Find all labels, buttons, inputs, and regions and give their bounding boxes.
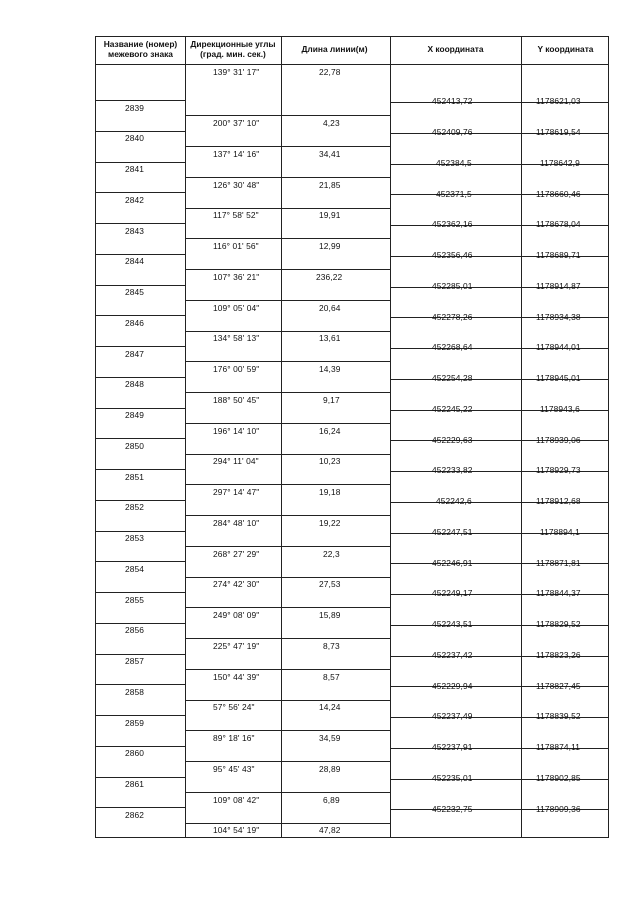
direction-angle: 249° 08' 09" (213, 610, 260, 621)
segment-row-rule (185, 730, 390, 731)
y-coordinate: 1178829,52 (536, 619, 581, 630)
marker-row-rule (95, 531, 185, 532)
marker-name: 2859 (125, 717, 145, 728)
x-coordinate: 452409,76 (432, 127, 473, 138)
marker-row-rule (95, 192, 185, 193)
coordinates-table (95, 36, 609, 838)
x-coordinate: 452278,26 (432, 311, 473, 322)
x-coordinate: 452246,91 (432, 557, 473, 568)
marker-name: 2860 (125, 748, 145, 759)
marker-row-rule (95, 684, 185, 685)
y-coordinate: 1178909,36 (536, 803, 581, 814)
marker-name: 2858 (125, 686, 145, 697)
direction-angle: 150° 44' 39" (213, 671, 260, 682)
line-length: 16,24 (319, 425, 341, 436)
x-coordinate: 452237,91 (432, 742, 473, 753)
marker-row-rule (95, 131, 185, 132)
x-coordinate: 452232,75 (432, 803, 473, 814)
marker-row-rule (95, 592, 185, 593)
marker-name: 2843 (125, 225, 145, 236)
y-coordinate: 1178939,06 (536, 434, 581, 445)
x-coordinate: 452371,5 (436, 188, 472, 199)
marker-name: 2847 (125, 348, 145, 359)
x-coordinate: 452229,63 (432, 434, 473, 445)
direction-angle: 274° 42' 30" (213, 579, 260, 590)
direction-angle: 137° 14' 16" (213, 148, 260, 159)
y-coordinate: 1178943,6 (540, 403, 580, 414)
segment-row-rule (185, 546, 390, 547)
marker-name: 2857 (125, 656, 145, 667)
x-coordinate: 452245,22 (432, 403, 473, 414)
y-coordinate: 1178902,85 (536, 772, 581, 783)
marker-row-rule (95, 346, 185, 347)
direction-angle: 107° 36' 21" (213, 271, 260, 282)
segment-row-rule (185, 761, 390, 762)
direction-angle: 89° 18' 16" (213, 733, 255, 744)
marker-row-rule (95, 715, 185, 716)
line-length: 21,85 (319, 179, 341, 190)
line-length: 6,89 (323, 794, 340, 805)
line-length: 8,73 (323, 640, 340, 651)
direction-angle: 268° 27' 29" (213, 548, 260, 559)
segment-row-rule (185, 331, 390, 332)
column-rule (185, 36, 186, 838)
segment-row-rule (185, 146, 390, 147)
marker-row-rule (95, 623, 185, 624)
marker-name: 2853 (125, 533, 145, 544)
marker-row-rule (95, 654, 185, 655)
x-coordinate: 452268,64 (432, 342, 473, 353)
segment-row-rule (185, 607, 390, 608)
x-coordinate: 452235,01 (432, 772, 473, 783)
marker-row-rule (95, 777, 185, 778)
segment-row-rule (185, 423, 390, 424)
direction-angle: 196° 14' 10" (213, 425, 260, 436)
line-length: 34,59 (319, 733, 341, 744)
y-coordinate: 1178823,26 (536, 649, 581, 660)
column-rule (281, 36, 282, 838)
direction-angle: 188° 50' 45" (213, 394, 260, 405)
direction-angle: 297° 14' 47" (213, 487, 260, 498)
line-length: 14,39 (319, 364, 341, 375)
marker-name: 2839 (125, 102, 145, 113)
segment-row-rule (185, 115, 390, 116)
marker-name: 2844 (125, 256, 145, 267)
marker-row-rule (95, 408, 185, 409)
direction-angle: 284° 48' 10" (213, 517, 260, 528)
marker-name: 2861 (125, 779, 145, 790)
x-coordinate: 452233,82 (432, 465, 473, 476)
table-bottom-border (95, 837, 609, 838)
line-length: 19,91 (319, 210, 341, 221)
direction-angle: 225° 47' 19" (213, 640, 260, 651)
line-length: 19,18 (319, 487, 341, 498)
marker-row-rule (95, 438, 185, 439)
marker-name: 2856 (125, 625, 145, 636)
line-length: 10,23 (319, 456, 341, 467)
y-coordinate: 1178827,45 (536, 680, 581, 691)
line-length: 14,24 (319, 702, 341, 713)
line-length: 12,99 (319, 241, 341, 252)
y-coordinate: 1178660,46 (536, 188, 581, 199)
line-length: 20,64 (319, 302, 341, 313)
direction-angle: 104° 54' 19" (213, 825, 260, 836)
segment-row-rule (185, 700, 390, 701)
y-coordinate: 1178934,38 (536, 311, 581, 322)
x-coordinate: 452247,51 (432, 526, 473, 537)
y-coordinate: 1178844,37 (536, 588, 581, 599)
segment-row-rule (185, 269, 390, 270)
y-coordinate: 1178839,52 (536, 711, 581, 722)
line-length: 15,89 (319, 610, 341, 621)
line-length: 13,61 (319, 333, 341, 344)
header-direction-angle: Дирекционные углы (град. мин. сек.) (190, 39, 276, 59)
x-coordinate: 452285,01 (432, 280, 473, 291)
marker-name: 2846 (125, 317, 145, 328)
direction-angle: 139° 31' 17" (213, 67, 260, 77)
segment-row-rule (185, 792, 390, 793)
y-coordinate: 1178945,01 (536, 373, 581, 384)
marker-row-rule (95, 223, 185, 224)
line-length: 34,41 (319, 148, 341, 159)
segment-row-rule (185, 238, 390, 239)
header-bottom-border (95, 64, 609, 65)
segment-row-rule (185, 454, 390, 455)
marker-row-rule (95, 807, 185, 808)
direction-angle: 109° 08' 42" (213, 794, 260, 805)
direction-angle: 116° 01' 56" (213, 241, 259, 252)
segment-row-rule (185, 392, 390, 393)
marker-name: 2852 (125, 502, 145, 513)
segment-row-rule (185, 300, 390, 301)
segment-row-rule (185, 669, 390, 670)
y-coordinate: 1178621,03 (536, 96, 581, 107)
marker-row-rule (95, 315, 185, 316)
marker-name: 2851 (125, 471, 145, 482)
y-coordinate: 1178642,9 (540, 157, 580, 168)
y-coordinate: 1178689,71 (536, 250, 581, 261)
marker-row-rule (95, 162, 185, 163)
line-length: 236,22 (316, 271, 343, 282)
y-coordinate: 1178874,11 (536, 742, 581, 753)
direction-angle: 95° 45' 43" (213, 763, 255, 774)
segment-row-rule (185, 484, 390, 485)
direction-angle: 200° 37' 10" (213, 118, 260, 129)
direction-angle: 57° 56' 24" (213, 702, 255, 713)
marker-row-rule (95, 469, 185, 470)
x-coordinate: 452237,49 (432, 711, 473, 722)
x-coordinate: 452242,6 (436, 496, 472, 507)
x-coordinate: 452237,42 (432, 649, 473, 660)
x-coordinate: 452356,46 (432, 250, 473, 261)
segment-row-rule (185, 823, 390, 824)
x-coordinate: 452243,51 (432, 619, 473, 630)
marker-name: 2841 (125, 164, 145, 175)
segment-row-rule (185, 638, 390, 639)
y-coordinate: 1178619,54 (536, 127, 581, 138)
line-length: 27,53 (319, 579, 341, 590)
marker-row-rule (95, 746, 185, 747)
header-y-coordinate: Y координата (537, 44, 594, 54)
x-coordinate: 452249,17 (432, 588, 473, 599)
marker-name: 2840 (125, 133, 145, 144)
line-length: 28,89 (319, 763, 341, 774)
x-coordinate: 452384,5 (436, 157, 472, 168)
marker-name: 2842 (125, 194, 145, 205)
header-marker-name: Название (номер) межевого знака (103, 39, 178, 59)
direction-angle: 117° 58' 52" (213, 210, 259, 221)
y-coordinate: 1178894,1 (540, 526, 580, 537)
marker-name: 2855 (125, 594, 145, 605)
direction-angle: 294° 11' 04" (213, 456, 259, 467)
direction-angle: 134° 58' 13" (213, 333, 260, 344)
marker-row-rule (95, 100, 185, 101)
x-coordinate: 452229,94 (432, 680, 473, 691)
line-length: 19,22 (319, 517, 341, 528)
direction-angle: 109° 05' 04" (213, 302, 260, 313)
column-rule (95, 36, 96, 838)
marker-name: 2848 (125, 379, 145, 390)
segment-row-rule (185, 361, 390, 362)
line-length: 47,82 (319, 825, 341, 836)
line-length: 22,3 (323, 548, 340, 559)
segment-row-rule (185, 515, 390, 516)
x-coordinate: 452254,28 (432, 373, 473, 384)
y-coordinate: 1178871,81 (536, 557, 581, 568)
marker-name: 2850 (125, 440, 145, 451)
line-length: 8,57 (323, 671, 340, 682)
y-coordinate: 1178944,01 (536, 342, 581, 353)
line-length: 9,17 (323, 394, 340, 405)
table-top-border (95, 36, 609, 37)
direction-angle: 176° 00' 59" (213, 364, 260, 375)
line-length: 4,23 (323, 118, 340, 129)
segment-row-rule (185, 208, 390, 209)
marker-name: 2849 (125, 410, 145, 421)
marker-name: 2845 (125, 287, 145, 298)
marker-name: 2854 (125, 563, 145, 574)
y-coordinate: 1178914,87 (536, 280, 581, 291)
x-coordinate: 452413,72 (432, 96, 473, 107)
y-coordinate: 1178912,68 (536, 496, 581, 507)
x-coordinate: 452362,16 (432, 219, 473, 230)
segment-row-rule (185, 577, 390, 578)
marker-row-rule (95, 500, 185, 501)
marker-row-rule (95, 285, 185, 286)
y-coordinate: 1178929,73 (536, 465, 581, 476)
direction-angle: 126° 30' 48" (213, 179, 260, 190)
marker-row-rule (95, 377, 185, 378)
marker-name: 2862 (125, 809, 145, 820)
marker-row-rule (95, 254, 185, 255)
header-x-coordinate: Х координата (427, 44, 484, 54)
marker-row-rule (95, 561, 185, 562)
line-length: 22,78 (319, 67, 341, 77)
segment-row-rule (185, 177, 390, 178)
y-coordinate: 1178678,04 (536, 219, 581, 230)
header-line-length: Длина линии(м) (301, 44, 368, 54)
